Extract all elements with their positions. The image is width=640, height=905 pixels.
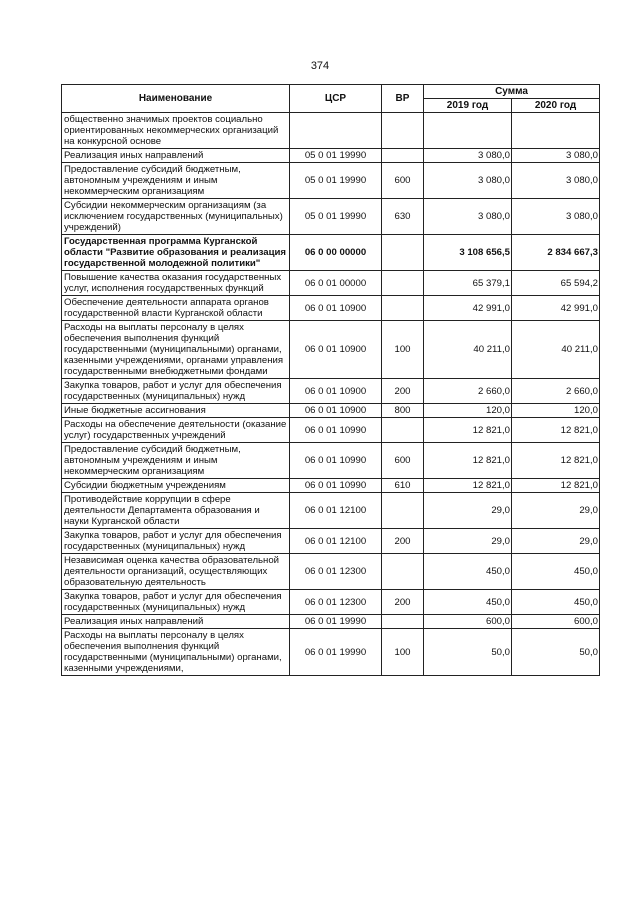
row-name-cell: Закупка товаров, работ и услуг для обеспечения государственных (муниципальных) нужд [62,590,290,615]
row-2020-cell [512,113,600,149]
row-2019-cell: 2 660,0 [424,379,512,404]
row-vr-cell [382,113,424,149]
row-name-cell: Реализация иных направлений [62,615,290,629]
row-csr-cell: 06 0 01 12100 [290,529,382,554]
row-2019-cell [424,113,512,149]
row-vr-cell [382,615,424,629]
table-body [62,113,600,676]
row-2019-cell: 40 211,0 [424,321,512,379]
row-csr-cell [290,113,382,149]
row-csr-cell: 06 0 00 00000 [290,235,382,271]
table-row [62,149,600,163]
row-name-cell: Субсидии некоммерческим организациям (за исключением государственных (муниципальных) учреждений) [62,199,290,235]
row-2019-cell: 3 108 656,5 [424,235,512,271]
row-csr-cell: 05 0 01 19990 [290,199,382,235]
row-name-cell: общественно значимых проектов социально ориентированных некоммерческих организаций на конкурсной основе [62,113,290,149]
header-name: Наименование [62,85,290,113]
row-2020-cell: 120,0 [512,404,600,418]
row-csr-cell: 06 0 01 00000 [290,271,382,296]
table-row [62,554,600,590]
header-vr: ВР [382,85,424,113]
row-csr-cell: 06 0 01 10990 [290,479,382,493]
row-vr-cell: 100 [382,629,424,676]
row-vr-cell [382,418,424,443]
row-csr-cell: 06 0 01 10990 [290,443,382,479]
row-name-cell: Реализация иных направлений [62,149,290,163]
row-csr-cell: 06 0 01 10990 [290,418,382,443]
table-row [62,629,600,676]
row-2019-cell: 120,0 [424,404,512,418]
table-row [62,479,600,493]
table-row [62,379,600,404]
row-vr-cell [382,296,424,321]
row-vr-cell [382,493,424,529]
row-2019-cell: 3 080,0 [424,199,512,235]
row-2019-cell: 29,0 [424,529,512,554]
row-csr-cell: 06 0 01 10900 [290,379,382,404]
row-2020-cell: 12 821,0 [512,479,600,493]
row-name-cell: Субсидии бюджетным учреждениям [62,479,290,493]
row-2019-cell: 12 821,0 [424,418,512,443]
row-2020-cell: 42 991,0 [512,296,600,321]
table-row [62,493,600,529]
row-2019-cell: 450,0 [424,554,512,590]
row-name-cell: Обеспечение деятельности аппарата органов государственной власти Курганской области [62,296,290,321]
row-name-cell: Закупка товаров, работ и услуг для обеспечения государственных (муниципальных) нужд [62,379,290,404]
table-row [62,113,600,149]
row-vr-cell [382,235,424,271]
table-row [62,443,600,479]
page-number: 374 [310,60,330,72]
table-row [62,404,600,418]
table-row [62,235,600,271]
row-vr-cell [382,271,424,296]
row-vr-cell: 200 [382,379,424,404]
table-row [62,529,600,554]
row-2019-cell: 3 080,0 [424,149,512,163]
row-2020-cell: 2 660,0 [512,379,600,404]
row-csr-cell: 06 0 01 10900 [290,296,382,321]
table-row [62,163,600,199]
row-2019-cell: 42 991,0 [424,296,512,321]
row-2020-cell: 3 080,0 [512,163,600,199]
row-2019-cell: 50,0 [424,629,512,676]
row-vr-cell: 630 [382,199,424,235]
row-vr-cell: 100 [382,321,424,379]
budget-table [61,84,600,676]
row-vr-cell: 600 [382,163,424,199]
row-csr-cell: 06 0 01 12300 [290,590,382,615]
row-2019-cell: 65 379,1 [424,271,512,296]
row-2019-cell: 600,0 [424,615,512,629]
row-name-cell: Предоставление субсидий бюджетным, автономным учреждениям и иным некоммерческим организациям [62,443,290,479]
table-row [62,199,600,235]
row-vr-cell: 610 [382,479,424,493]
row-name-cell: Расходы на выплаты персоналу в целях обеспечения выполнения функций государственными (муниципальными) органами, казенными учреждениями, [62,629,290,676]
row-csr-cell: 05 0 01 19990 [290,163,382,199]
row-name-cell: Независимая оценка качества образовательной деятельности организаций, осуществляющих образовательную деятельность [62,554,290,590]
row-2019-cell: 29,0 [424,493,512,529]
row-name-cell: Иные бюджетные ассигнования [62,404,290,418]
row-name-cell: Государственная программа Курганской области "Развитие образования и реализация государственной молодежной политики" [62,235,290,271]
table-row [62,590,600,615]
row-csr-cell: 06 0 01 10900 [290,404,382,418]
header-year-2019: 2019 год [424,99,512,113]
row-2020-cell: 450,0 [512,590,600,615]
row-name-cell: Расходы на обеспечение деятельности (оказание услуг) государственных учреждений [62,418,290,443]
table-row [62,418,600,443]
row-name-cell: Повышение качества оказания государственных услуг, исполнения государственных функций [62,271,290,296]
row-2019-cell: 12 821,0 [424,479,512,493]
row-name-cell: Противодействие коррупции в сфере деятельности Департамента образования и науки Курганской области [62,493,290,529]
row-vr-cell [382,554,424,590]
row-csr-cell: 06 0 01 10900 [290,321,382,379]
row-2019-cell: 450,0 [424,590,512,615]
row-2020-cell: 2 834 667,3 [512,235,600,271]
row-vr-cell: 200 [382,529,424,554]
row-csr-cell: 06 0 01 12300 [290,554,382,590]
row-2020-cell: 600,0 [512,615,600,629]
header-sum: Сумма [424,85,600,99]
table-row [62,296,600,321]
table-row [62,271,600,296]
row-2019-cell: 12 821,0 [424,443,512,479]
row-csr-cell: 06 0 01 19990 [290,615,382,629]
row-2020-cell: 3 080,0 [512,199,600,235]
row-name-cell: Закупка товаров, работ и услуг для обеспечения государственных (муниципальных) нужд [62,529,290,554]
row-2020-cell: 450,0 [512,554,600,590]
row-2020-cell: 12 821,0 [512,443,600,479]
row-2020-cell: 40 211,0 [512,321,600,379]
row-vr-cell: 200 [382,590,424,615]
row-vr-cell: 800 [382,404,424,418]
row-2020-cell: 65 594,2 [512,271,600,296]
row-csr-cell: 05 0 01 19990 [290,149,382,163]
row-2020-cell: 3 080,0 [512,149,600,163]
row-2020-cell: 12 821,0 [512,418,600,443]
table-row [62,321,600,379]
row-name-cell: Расходы на выплаты персоналу в целях обеспечения выполнения функций государственными (муниципальными) органами, казенными учреждениями, органами управления государственными внебюджетными фондами [62,321,290,379]
row-vr-cell: 600 [382,443,424,479]
table-header [62,85,600,113]
row-csr-cell: 06 0 01 12100 [290,493,382,529]
row-csr-cell: 06 0 01 19990 [290,629,382,676]
row-vr-cell [382,149,424,163]
row-2020-cell: 29,0 [512,493,600,529]
row-2019-cell: 3 080,0 [424,163,512,199]
table-row [62,615,600,629]
header-csr: ЦСР [290,85,382,113]
header-year-2020: 2020 год [512,99,600,113]
row-name-cell: Предоставление субсидий бюджетным, автономным учреждениям и иным некоммерческим организациям [62,163,290,199]
row-2020-cell: 29,0 [512,529,600,554]
row-2020-cell: 50,0 [512,629,600,676]
